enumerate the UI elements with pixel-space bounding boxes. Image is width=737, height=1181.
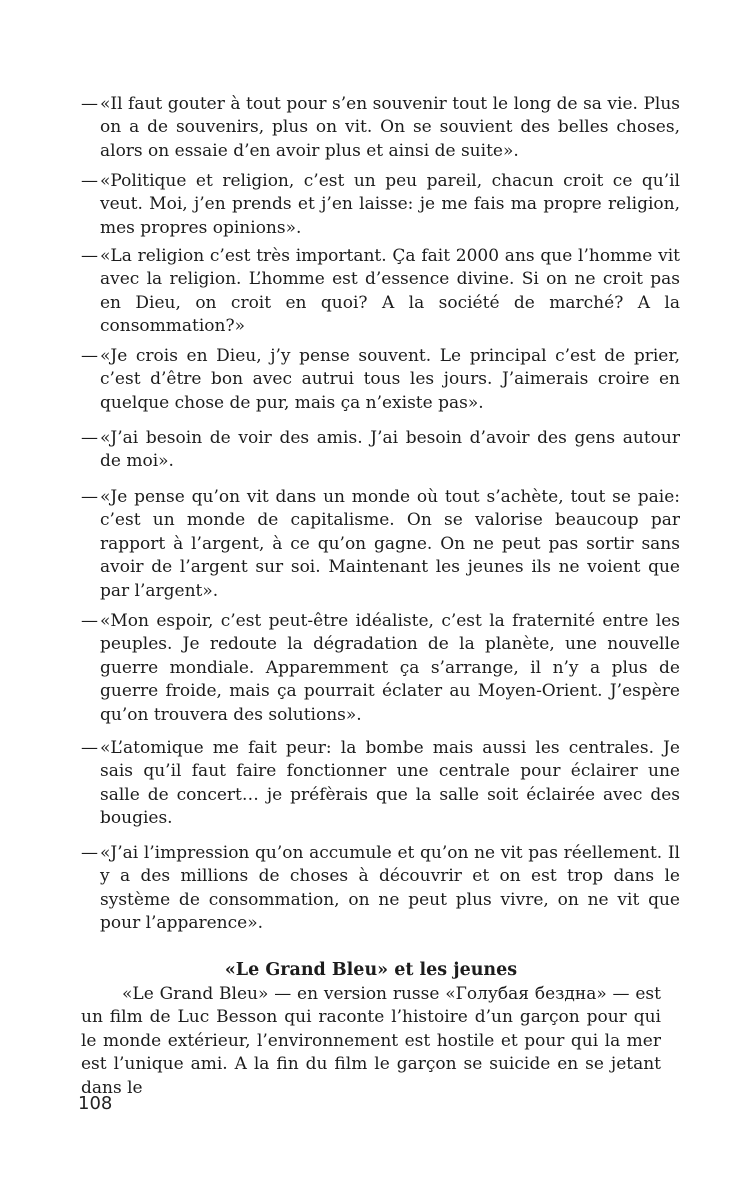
em-dash: — bbox=[81, 738, 98, 758]
em-dash: — bbox=[81, 346, 98, 366]
quote-text: «La religion c’est très important. Ça fait 2000 ans que l’homme vit avec la religion. L’homme est d’essence divine. Si on ne croit pas en Dieu, on croit en quoi? A la société de marché? A la consommation?» bbox=[100, 246, 680, 337]
em-dash: — bbox=[81, 428, 98, 448]
quote-text: «L’atomique me fait peur: la bombe mais aussi les centrales. Je sais qu’il faut faire fonctionner une centrale pour éclairer une salle de concert… je préfèrais que la salle soit éclairée avec des bougies. bbox=[100, 738, 680, 829]
quote-text: «Il faut gouter à tout pour s’en souvenir tout le long de sa vie. Plus on a de souvenirs, plus on vit. On se souvient des belles choses, alors on essaie d’en avoir plus et ainsi de suite». bbox=[100, 94, 680, 161]
quote-besoin-amis bbox=[81, 427, 680, 474]
quote-text: «Mon espoir, c’est peut-être idéaliste, c’est la fraternité entre les peuples. Je redoute la dégradation de la planète, une nouvelle guerre mondiale. Apparemment ça s’arrange, il n’y a plus de guerre froide, mais ça pourrait éclater au Moyen-Orient. J’espère qu’on trouvera des solutions». bbox=[100, 611, 680, 725]
quote-capitalisme bbox=[81, 486, 680, 603]
quote-text: «J’ai l’impression qu’on accumule et qu’on ne vit pas réellement. Il y a des millions de choses à découvrir et on est trop dans le système de consommation, on ne peut plus vivre, on ne vit que pour l’apparence». bbox=[100, 843, 680, 934]
em-dash: — bbox=[81, 611, 98, 631]
quote-politique-religion bbox=[81, 170, 680, 240]
em-dash: — bbox=[81, 246, 98, 266]
quote-text: «J’ai besoin de voir des amis. J’ai besoin d’avoir des gens autour de moi». bbox=[100, 428, 680, 472]
em-dash: — bbox=[81, 843, 98, 863]
section-heading: «Le Grand Bleu» et les jeunes bbox=[224, 960, 518, 980]
quote-text: «Je crois en Dieu, j’y pense souvent. Le principal c’est de prier, c’est d’être bon avec autrui tous les jours. J’aimerais croire en quelque chose de pur, mais ça n’existe pas». bbox=[100, 346, 680, 413]
quote-religion-importante bbox=[81, 245, 680, 339]
em-dash: — bbox=[81, 94, 98, 114]
em-dash: — bbox=[81, 487, 98, 507]
quote-consommation bbox=[81, 842, 680, 936]
section-paragraph: «Le Grand Bleu» — en version russe «Голубая бездна» — est un film de Luc Besson qui raconte l’histoire d’un garçon pour qui le monde extérieur, l’environnement est hostile et pour qui la mer est l’unique ami. A la fin du film le garçon se suicide en se jetant dans le bbox=[81, 984, 661, 1098]
quote-text: «Je pense qu’on vit dans un monde où tout s’achète, tout se paie: c’est un monde de capitalisme. On se valorise beaucoup par rapport à l’argent, à ce qu’on gagne. On ne peut pas sortir sans avoir de l’argent sur soi. Maintenant les jeunes ils ne voient que par l’argent». bbox=[100, 487, 680, 601]
quote-souvenirs bbox=[81, 93, 680, 163]
quote-atomique bbox=[81, 737, 680, 831]
em-dash: — bbox=[81, 171, 98, 191]
quote-crois-en-dieu bbox=[81, 345, 680, 415]
page-number: 108 bbox=[78, 1093, 113, 1114]
quote-text: «Politique et religion, c’est un peu pareil, chacun croit ce qu’il veut. Moi, j’en prends et j’en laisse: je me fais ma propre religion, mes propres opinions». bbox=[100, 171, 680, 238]
quote-espoir-fraternite bbox=[81, 610, 680, 727]
